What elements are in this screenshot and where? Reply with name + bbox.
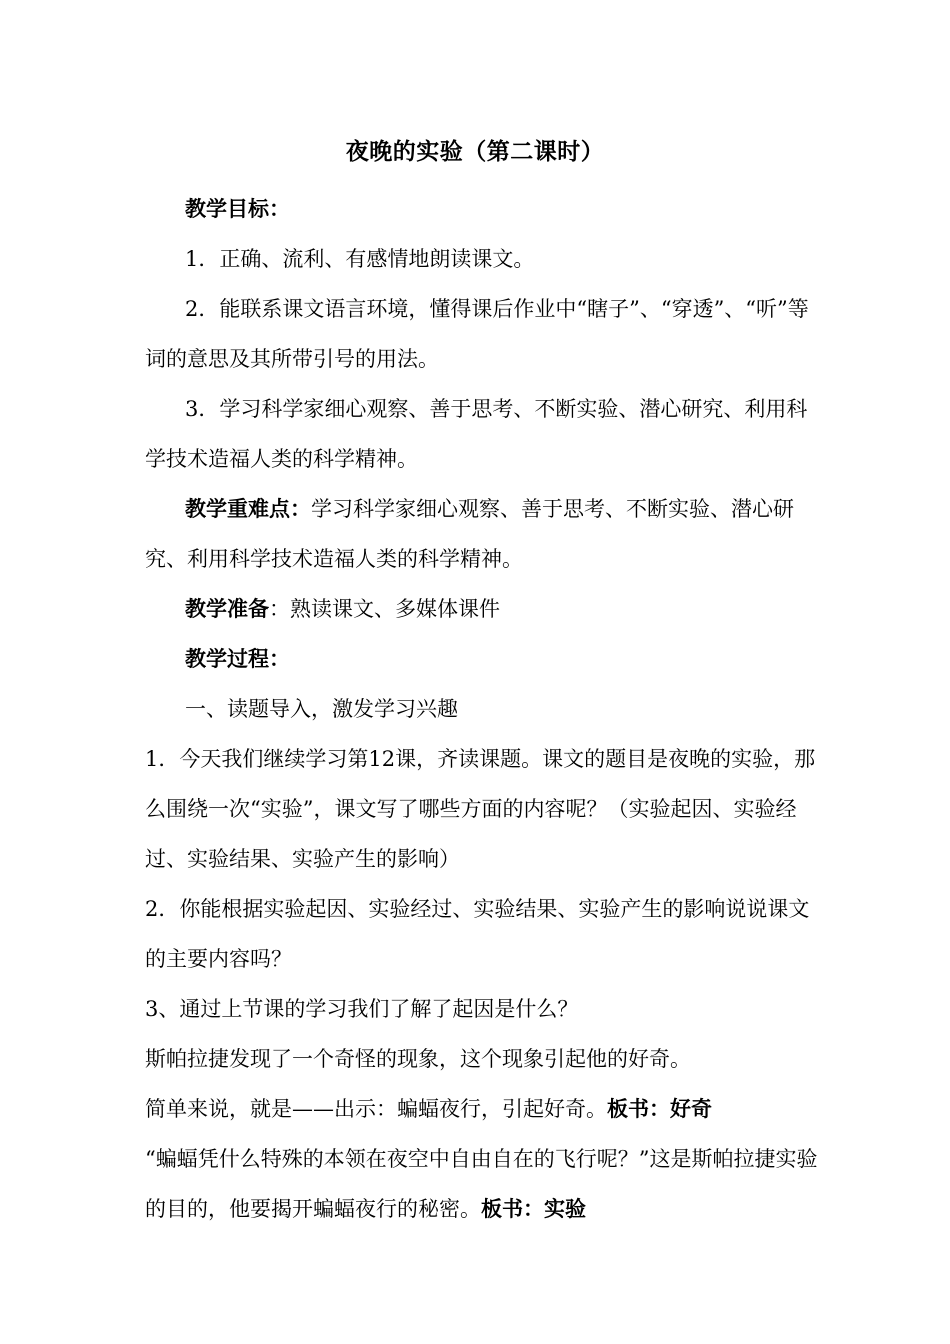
preparation [145, 584, 825, 634]
objectives-heading-label: 教学目标： [185, 196, 290, 221]
line-6-text: “蝙蝠凭什么特殊的本领在夜空中自由自在的飞行呢？”这是斯帕拉捷实验的目的，他要揭开蝙蝠夜行的秘密。 [145, 1147, 818, 1221]
key-points-text: 学习科学家细心观察、善于思考、不断实验、潜心研究、利用科学技术造福人类的科学精神。 [145, 497, 794, 571]
objectives-heading [145, 184, 825, 234]
line-6 [145, 1134, 825, 1234]
preparation-label: 教学准备 [185, 596, 269, 621]
step-2: 2．你能根据实验起因、实验经过、实验结果、实验产生的影响说说课文的主要内容吗？ [145, 897, 810, 971]
objective-2: 2．能联系课文语言环境，懂得课后作业中“瞎子”、“穿透”、“听”等词的意思及其所带引号的用法。 [145, 297, 809, 371]
section-1-heading: 一、读题导入，激发学习兴趣 [185, 697, 458, 721]
line-5-text: 简单来说，就是——出示：蝙蝠夜行，引起好奇。 [145, 1097, 607, 1121]
process-heading-label: 教学过程： [185, 646, 290, 671]
document-title: 夜晚的实验（第二课时） [345, 138, 605, 165]
step-3: 3、通过上节课的学习我们了解了起因是什么？ [145, 997, 579, 1021]
process-heading [145, 634, 825, 684]
key-points-label: 教学重难点： [185, 496, 311, 521]
line-5 [145, 1084, 825, 1134]
board-note-curiosity: 板书：好奇 [607, 1096, 712, 1121]
step-1: 1．今天我们继续学习第12课，齐读课题。课文的题目是夜晚的实验，那么围绕一次“实验”，课文写了哪些方面的内容呢？（实验起因、实验经过、实验结果、实验产生的影响） [145, 747, 816, 871]
document-body [145, 184, 825, 1234]
key-points [145, 484, 825, 584]
objective-1: 1．正确、流利、有感情地朗读课文。 [185, 247, 535, 271]
board-note-experiment: 板书：实验 [481, 1196, 586, 1221]
objective-3: 3．学习科学家细心观察、善于思考、不断实验、潜心研究、利用科学技术造福人类的科学精神。 [145, 397, 808, 471]
preparation-text: ：熟读课文、多媒体课件 [269, 597, 500, 621]
line-4: 斯帕拉捷发现了一个奇怪的现象，这个现象引起他的好奇。 [145, 1047, 691, 1071]
